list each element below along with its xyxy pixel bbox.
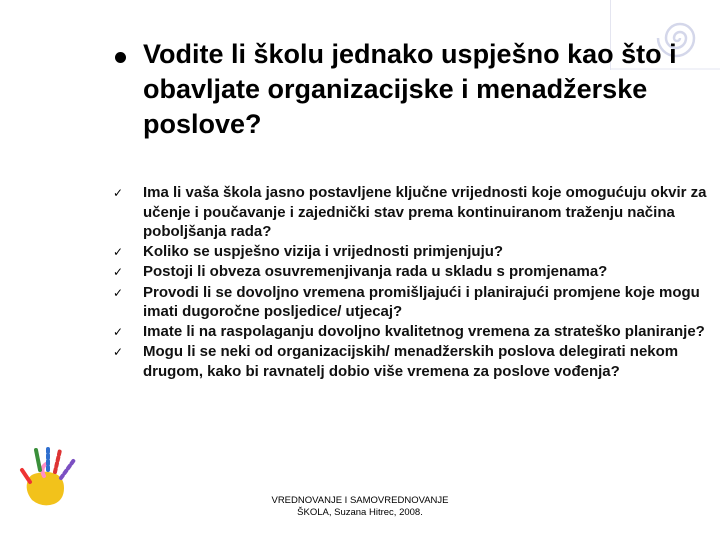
list-item [113,322,715,343]
checkmark-icon: ✓ [113,324,124,339]
slide-footer [230,495,490,519]
list-item-text: Postoji li obveza osuvremenjivanja rada u skladu s promjenama? [143,263,608,280]
painted-hand-logo [18,440,88,510]
checkmark-icon: ✓ [113,186,124,200]
question-list [113,183,715,381]
list-item [113,262,715,283]
list-item-text: Mogu li se neki od organizacijskih/ menadžerskih poslova delegirati nekom drugom, kako bi ravnatelj dobio više vremena za poslove vođenja? [143,343,679,380]
list-item [113,342,715,381]
checkmark-icon: ✓ [113,345,124,359]
checkmark-icon: ✓ [113,285,124,300]
title-bullet-icon [115,52,126,63]
list-item [113,242,715,263]
list-item-text: Koliko se uspješno vizija i vrijednosti primjenjuju? [143,242,504,260]
list-item-text: Imate li na raspolaganju dovoljno kvalitetnog vremena za strateško planiranje? [143,322,705,340]
list-item-text: Ima li vaša škola jasno postavljene ključne vrijednosti koje omogućuju okvir za učenje i poučavanje i zajednički stav prema kontinuiranom traženju načina poboljšanja rada? [143,184,707,240]
footer-author: ŠKOLA, Suzana Hitrec, 2008. [297,507,423,518]
list-item [113,283,715,322]
slide-title: Vodite li školu jednako uspješno kao što i obavljate organizacijske i menadžerske poslove? [143,39,677,139]
checkmark-icon: ✓ [113,265,124,279]
checkmark-icon: ✓ [113,244,124,259]
list-item-text: Provodi li se dovoljno vremena promišljajući i planirajući promjene koje mogu imati dugoročne posljedice/ utjecaj? [143,283,700,320]
footer-title: VREDNOVANJE I SAMOVREDNOVANJE [271,495,449,506]
list-item [113,183,715,242]
